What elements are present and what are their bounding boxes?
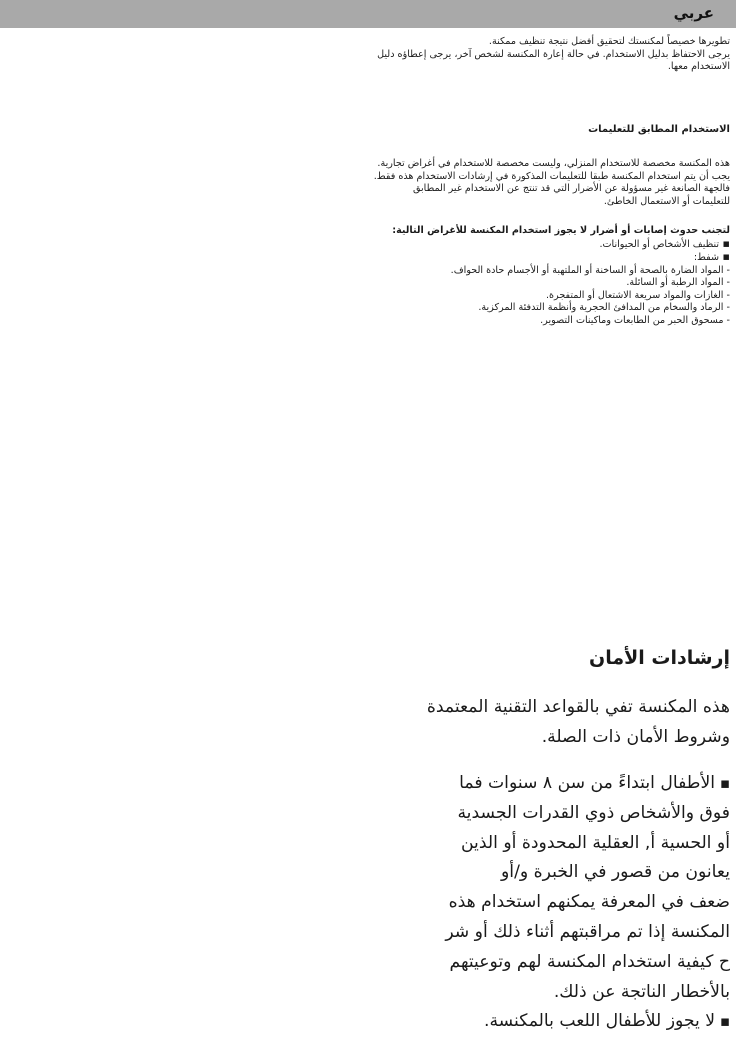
safety-bullet-line: ▪ الأطفال ابتداءً من سن ٨ سنوات فما [290, 769, 730, 799]
safety-bullet-line: ضعف في المعرفة يمكنهم استخدام هذه [448, 892, 730, 913]
list-item: - المواد الضارة بالصحة أو الساخنة أو الملتهبة أو الأجسام حادة الحواف. [450, 264, 730, 276]
safety-bullet-line: المكنسة إذا تم مراقبتهم أثناء ذلك أو شر [445, 921, 730, 942]
list-item: - الغازات والمواد سريعة الاشتعال أو المتفجرة. [545, 289, 730, 301]
safety-intro-line: وشروط الأمان ذات الصلة. [541, 726, 730, 747]
intro-line: تطويرها خصيصاً لمكنستك لتحقيق أفضل نتيجة تنظيف ممكنة. [488, 36, 730, 47]
safety-bullet-line: ح كيفية استخدام المكنسة لهم وتوعيتهم [449, 951, 730, 972]
safety-bullet-line: فوق والأشخاص ذوي القدرات الجسدية [457, 802, 730, 823]
intro-line: الاستخدام معها. [667, 61, 730, 72]
safety-title: إرشادات الأمان [588, 647, 730, 669]
usage-heading: الاستخدام المطابق للتعليمات [588, 124, 730, 135]
safety-bullet-line: ▪ لا يجوز للأطفال اللعب بالمكنسة. [290, 1007, 730, 1037]
prohibited-uses-section [8, 225, 730, 327]
safety-bullet-line: بالأخطار الناتجة عن ذلك. [553, 981, 730, 1002]
usage-line: فالجهة الصانعة غير مسؤولة عن الأضرار التي قد تنتج عن الاستخدام غير المطابق [412, 183, 730, 194]
language-label: عربي [673, 4, 714, 22]
bullet-item: ▪ تنظيف الأشخاص أو الحيوانات. [8, 238, 730, 252]
language-header-bar [0, 0, 736, 28]
usage-line: هذه المكنسة مخصصة للاستخدام المنزلي، وليست مخصصة للاستخدام في أغراض تجارية. [377, 158, 730, 169]
usage-line: يجب أن يتم استخدام المكنسة طبقا للتعليمات المذكورة في إرشادات الاستخدام هذه فقط. [373, 170, 730, 182]
list-item: - الرماد والسخام من المدافئ الحجرية وأنظمة التدفئة المركزية. [478, 302, 730, 313]
safety-intro [290, 693, 730, 753]
safety-list [290, 769, 730, 1037]
usage-line: للتعليمات أو الاستعمال الخاطئ. [603, 195, 730, 207]
usage-paragraph [8, 158, 730, 208]
intro-paragraph [8, 36, 730, 74]
intro-line: يرجى الاحتفاظ بدليل الاستخدام. في حالة إعارة المكنسة لشخص آخر، يرجى إعطاؤه دليل [377, 48, 730, 60]
bullet-item: ▪ شفط: [8, 251, 730, 265]
prohibited-uses-title: لتجنب حدوث إصابات أو أضرار لا يجوز استخدام المكنسة للأغراض التالية: [392, 225, 730, 236]
safety-bullet-line: أو الحسية أ, العقلية المحدودة أو الذين [460, 832, 730, 853]
safety-bullet-line: يعانون من قصور في الخبرة و/أو [501, 862, 730, 883]
list-item: - مسحوق الحبر من الطابعات وماكينات التصوير. [540, 314, 730, 326]
list-item: - المواد الرطبة أو السائلة. [626, 277, 730, 288]
safety-intro-line: هذه المكنسة تفي بالقواعد التقنية المعتمدة [426, 697, 730, 717]
